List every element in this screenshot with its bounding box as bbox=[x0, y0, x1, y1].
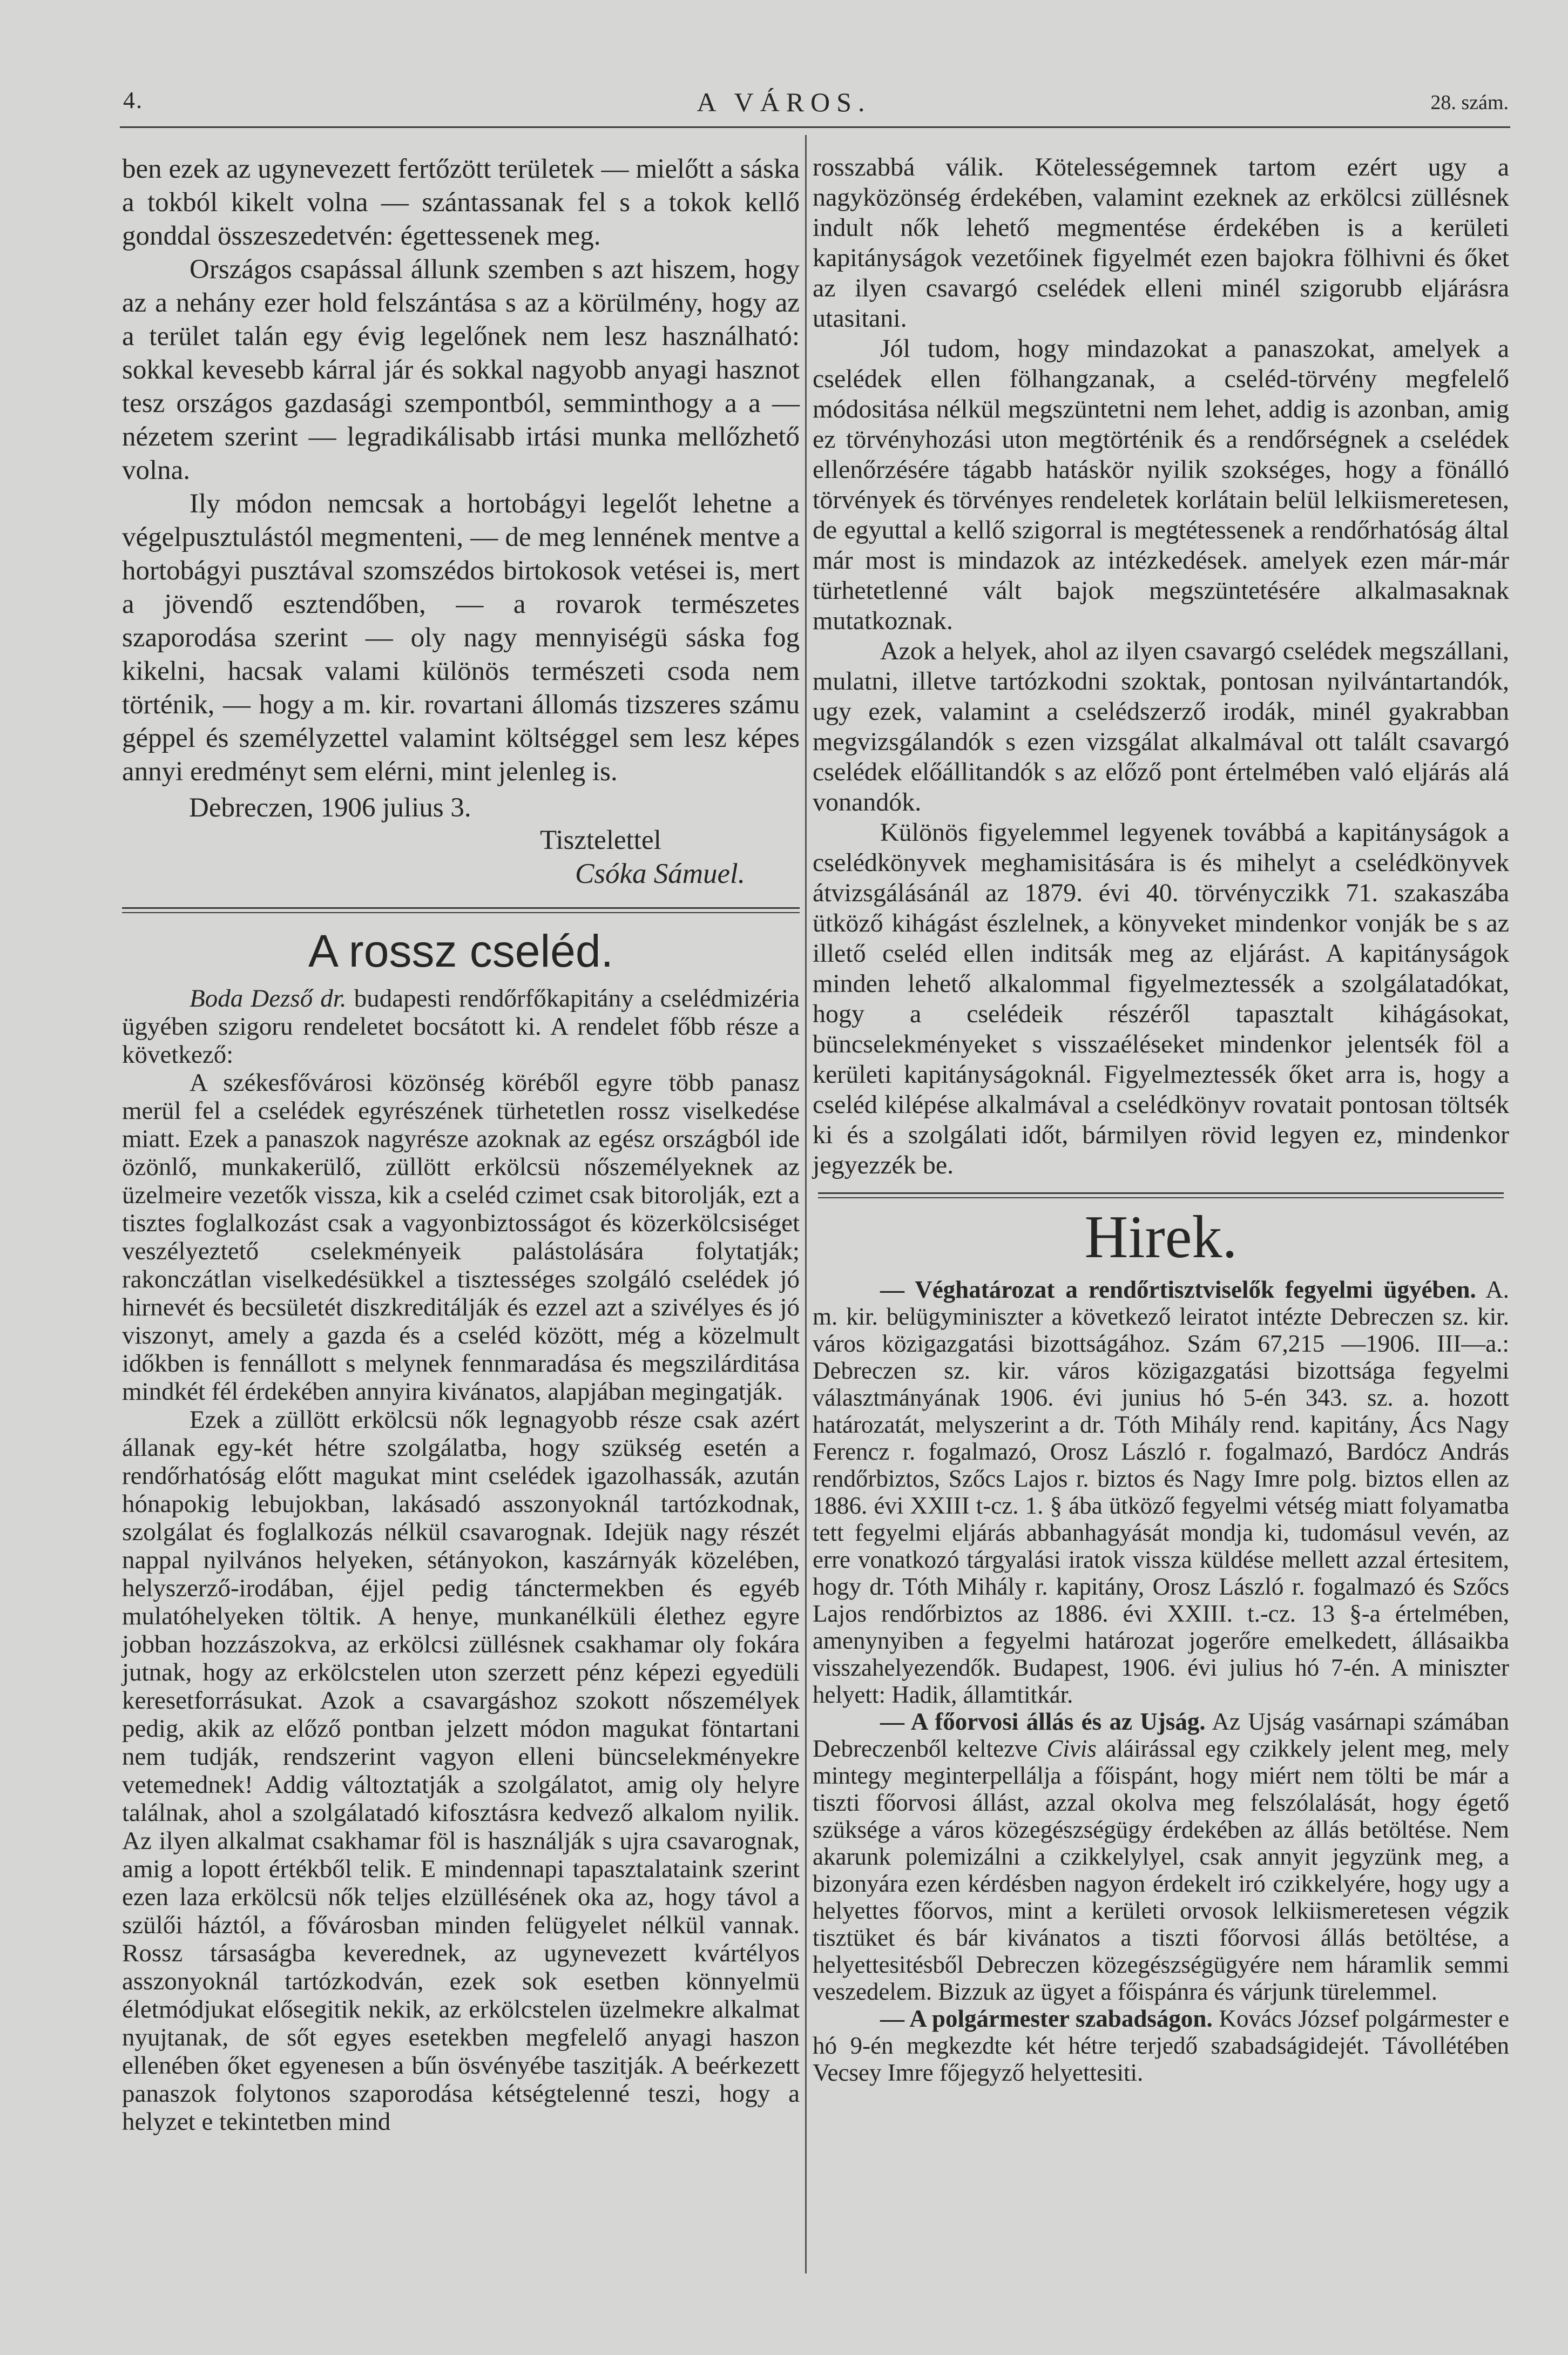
left-column bbox=[122, 152, 800, 2136]
news-headline: — A főorvosi állás és az Ujság. bbox=[880, 1708, 1206, 1735]
paragraph: Azok a helyek, ahol az ilyen csavargó cselédek megszállani, mulatni, illetve tartózkodni szoktak, pontosan nyilvántartandók, ugy ezek, valamint a cselédszerző irodák, minél gyakrabban megvizsgálandók s ezen vizsgálat alkalmával ott talált csavargó cselédek előállitandók s az előző pont értelmében való eljárás alá vonandók. bbox=[813, 637, 1509, 817]
article-continuation bbox=[813, 152, 1509, 1180]
signature: Csóka Sámuel. bbox=[575, 858, 746, 889]
news-body: A. m. kir. belügyminiszter a következő leiratot intézte Debreczen sz. kir. város közigazgatási bizottságához. Szám 67,215 —1906. III—a.: Debreczen sz. kir. város közigazgatási bizottsága fegyelmi választmányának 1906. évi junius hó 5-én 343. sz. a. hozott határozatát, melyszerint a dr. Tóth Mihály rend. kapitány, Ács Nagy Ferencz r. fogalmazó, Orosz László r. fogalmazó, Bardócz András rendőrbiztos, Szőcs Lajos r. biztos és Nagy Imre polg. biztos ellen az 1886. évi XXIII t-cz. 1. § ába ütköző fegyelmi vétség miatt folyamatba tett fegyelmi eljárás abbanhagyását mondja ki, tudomásul vevén, az erre vonatkozó tárgyalási iratok vissza küldése mellett azzal értesitem, hogy dr. Tóth Mihály r. kapitány, Orosz László r. fogalmazó és Szőcs Lajos rendőrbiztos az 1886. évi XXIII. t.-cz. 13 §-a értelmében, amenynyiben a fegyelmi határozat jogerőre emelkedett, állásaikba visszahelyezendők. Budapest, 1906. évi julius hó 7-én. A miniszter helyett: Hadik, államtitkár. bbox=[813, 1276, 1510, 1708]
paragraph: Ily módon nemcsak a hortobágyi legelőt lehetne a végelpusztulástól megmenteni, — de meg lennének mentve a hortobágyi pusztával szomszédos birtokosok vetései is, mert a jövendő esztendőben, — a rovarok természetes szaporodása szerint — oly nagy mennyiségü sáska fog kikelni, hacsak valami különös természeti csoda nem történik, — hogy a m. kir. rovartani állomás tizszeres számu géppel és személyzettel valamint költséggel sem lesz képes annyi eredményt sem elérni, mint jelenleg is. bbox=[122, 489, 800, 787]
news-headline: — A polgármester szabadságon. bbox=[880, 2005, 1213, 2032]
news-body: aláirással egy czikkely jelent meg, mely mintegy meginterpellálja a főispánt, hogy miért nem tölti be már a tiszti főorvosi állást, azzal okolva meg felszólalását, hogy égető szüksége a város közegészségügy érdekében az állás betöltése. Nem akarunk polemizálni a czikkelylyel, csak annyit jegyzünk meg, a bizonyára ezen kérdésben nagyon érdekelt iró czikkelyére, hogy ugy a helyettes főorvos, mint a kerületi orvosok lelkiismeretesen végzik tisztüket és bár kivánatos a tiszti főorvosi állás betöltése, a helyettesitésből Debreczen közegészségügyére nem háramlik semmi veszedelem. Bizzuk az ügyet a főispánra és várjunk türelemmel. bbox=[813, 1735, 1510, 2005]
paragraph: Jól tudom, hogy mindazokat a panaszokat, amelyek a cselédek ellen fölhangzanak, a cseléd-törvény megfelelő módositása nélkül megszüntetni nem lehet, addig is azonban, amig ez törvényhozási uton megtörténik és a rendőrségnek a cselédek ellenőrzésére tágabb hatáskör nyilik szokséges, hogy a fönálló törvények és törvényes rendeletek korlátain belül lelkiismeretesen, de egyuttal a kellő szigorral is megtétessenek a rendőrhatóság által már most is mindazok az intézkedések. amelyek ezen már-már türhetetlenné vált bajok megszüntetésére alkalmasaknak mutatkoznak. bbox=[813, 334, 1509, 635]
masthead: A VÁROS. bbox=[697, 87, 871, 117]
letter-continuation bbox=[122, 152, 800, 788]
lead-name: Boda Dezső dr. bbox=[190, 984, 347, 1013]
news-body: Az Ujság vasárnapi számában Debreczenből keltezve bbox=[813, 1708, 1509, 1762]
lead-text: budapesti rendőrfőkapitány a cselédmizéria ügyében szigoru rendeletet bocsátott ki. A rendelet főbb része a következő: bbox=[122, 984, 800, 1069]
column-divider bbox=[805, 135, 807, 2273]
section-rule bbox=[122, 907, 800, 913]
paragraph: rosszabbá válik. Kötelességemnek tartom ezért ugy a nagyközönség érdekében, valamint ezeknek az erkölcsi züllésnek indult nők lehető megmentése érdekében is a kerületi kapitányságok vezetőinek figyelmét ezen bajokra fölhivni és őket az ilyen csavargó cselédek elleni minél szigorubb eljárásra utasitani. bbox=[813, 153, 1509, 333]
right-column bbox=[813, 152, 1509, 2086]
paragraph: A székesfővárosi közönség köréből egyre több panasz merül fel a cselédek egyrészének türhetetlen rossz viselkedése miatt. Ezek a panaszok nagyrésze azoknak az egész országból ide özönlő, munkakerülő, züllött erkölcsü nőszemélyeknek az üzelmeire vezetők vissza, kik a cseléd czimet csak bitorolják, ezt a tisztes foglalkozást csak a vagyonbiztosságot és közerkölcsiséget veszélyeztető cselekményeik palástolására folytatják; rakonczátlan viselkedésükkel a tisztességes szolgáló cselédek jó hirnevét és becsületét diszkreditálják és ezzel azt a szivélyes és jó viszonyt, amely a gazda és a cseléd között, még a közelmult időkben is fennállott s melynek fennmaradása és megszilárditása mindkét fél érdekében annyira kivánatos, alapjában megingatják. bbox=[122, 1069, 800, 1406]
paragraph: Ezek a züllött erkölcsü nők legnagyobb része csak azért állanak egy-két hétre szolgálatba, hogy szükség esetén a rendőrhatóság előtt magukat mint cselédek igazolhassák, azután hónapokig lebujokban, lakásadó asszonyoknál tartózkodnak, szolgálat és foglalkozás nélkül csavarognak. Idejük nagy részét nappal nyilvános helyeken, sétányokon, kaszárnyák közelében, helyszerző-irodában, éjjel pedig tánctermekben és egyéb mulatóhelyeken töltik. A henye, munkanélküli élethez egyre jobban hozzászokva, az erkölcsi züllésnek csakhamar oly fokára jutnak, hogy az erkölcstelen uton szerzett pénz képezi egyedüli keresetforrásukat. Azok a csavargáshoz szokott nőszemélyek pedig, akik az előző pontban jelzett módon magukat föntartani nem tudják, rendszerint vagyon elleni büncselekményekre vetemednek! Addig változtatják a szolgálatot, amig oly helyre találnak, ahol a szolgálatadó kifosztásra kedvező alkalom nyilik. Az ilyen alkalmat csakhamar föl is használják s ujra csavarognak, amig a lopott értékből telik. E mindennapi tapasztalataink szerint ezen laza erkölcsü nők teljes elzüllésének oka az, hogy távol a szülői háztól, a fővárosban minden felügyelet nélkül vannak. Rossz társaságba keverednek, az ugynevezett kvártélyos asszonyoknál tartózkodván, ezek sok esetben könnyelmü életmódjukat elősegitik nekik, az erkölcstelen üzelmekre alkalmat nyujtanak, de sőt egyes esetekben megfelelő anyagi haszon ellenében őket egyenesen a bűn ösvényébe taszitják. A beérkezett panaszok folytonos szaporodása kétségtelenné teszi, hogy a helyzet e tekintetben mind bbox=[122, 1406, 800, 2136]
paragraph: Különös figyelemmel legyenek továbbá a kapitányságok a cselédkönyvek meghamisitására is és mihelyt a cselédkönyvek átvizsgálásánál az 1879. évi 40. törvényczikk 71. szakaszába ütköző kihágást észlelnek, a könyveket mindenkor vonják be s az illető cseléd ellen inditsák meg az eljárást. A kapitányságok minden lehető alkalommal figyelmeztessék a szolgálatadókat, hogy a cselédeik részéről tapasztalt kihágásokat, büncselekményeket s visszaéléseket mindenkor jelentsék föl a kerületi kapitányságoknál. Figyelmeztessék őket arra is, hogy a cseléd kilépése alkalmával a cselédkönyv rovatait pontosan töltsék ki és a szolgálati időt, bármilyen rövid legyen ez, mindenkor jegyezzék be. bbox=[813, 818, 1509, 1179]
news-body: Kovács József polgármester e hó 9-én megkezdte két hétre terjedő szabadságidejét. Távollétében Vecsey Imre főjegyző helyettesiti. bbox=[813, 2005, 1509, 2086]
paragraph: Országos csapással állunk szemben s azt hiszem, hogy az a nehány ezer hold felszántása s az a körülmény, hogy az a terület talán egy évig legelőnek nem lesz használható: sokkal kevesebb kárral jár és sokkal nagyobb anyagi hasznot tesz országos gazdasági szempontból, semminthogy a a — nézetem szerint — legradikálisabb irtási munka mellőzhető volna. bbox=[122, 254, 800, 485]
article-title: A rossz cseléd. bbox=[308, 926, 613, 976]
paragraph: ben ezek az ugynevezett fertőzött területek — mielőtt a sáska a tokból kikelt volna — szántassanak fel s a tokok kellő gonddal összeszedetvén: égettessenek meg. bbox=[122, 154, 800, 251]
news-item bbox=[813, 1708, 1509, 2005]
news-item bbox=[813, 1276, 1509, 1708]
pen-name: Civis bbox=[1046, 1735, 1097, 1762]
news-headline: — Véghatározat a rendőrtisztviselők fegyelmi ügyében. bbox=[880, 1276, 1476, 1303]
header-rule bbox=[120, 126, 1510, 128]
closing-greeting: Tisztelettel bbox=[540, 825, 661, 855]
news-list bbox=[813, 1276, 1509, 2086]
issue-number: 28. szám. bbox=[1430, 91, 1509, 114]
lead-paragraph bbox=[122, 984, 800, 1069]
page-number: 4. bbox=[123, 87, 143, 113]
news-section-title: Hirek. bbox=[1084, 1204, 1238, 1271]
section-rule bbox=[818, 1192, 1504, 1198]
news-item bbox=[813, 2005, 1509, 2086]
article-body bbox=[122, 984, 800, 2136]
dateline: Debreczen, 1906 julius 3. bbox=[189, 793, 471, 823]
